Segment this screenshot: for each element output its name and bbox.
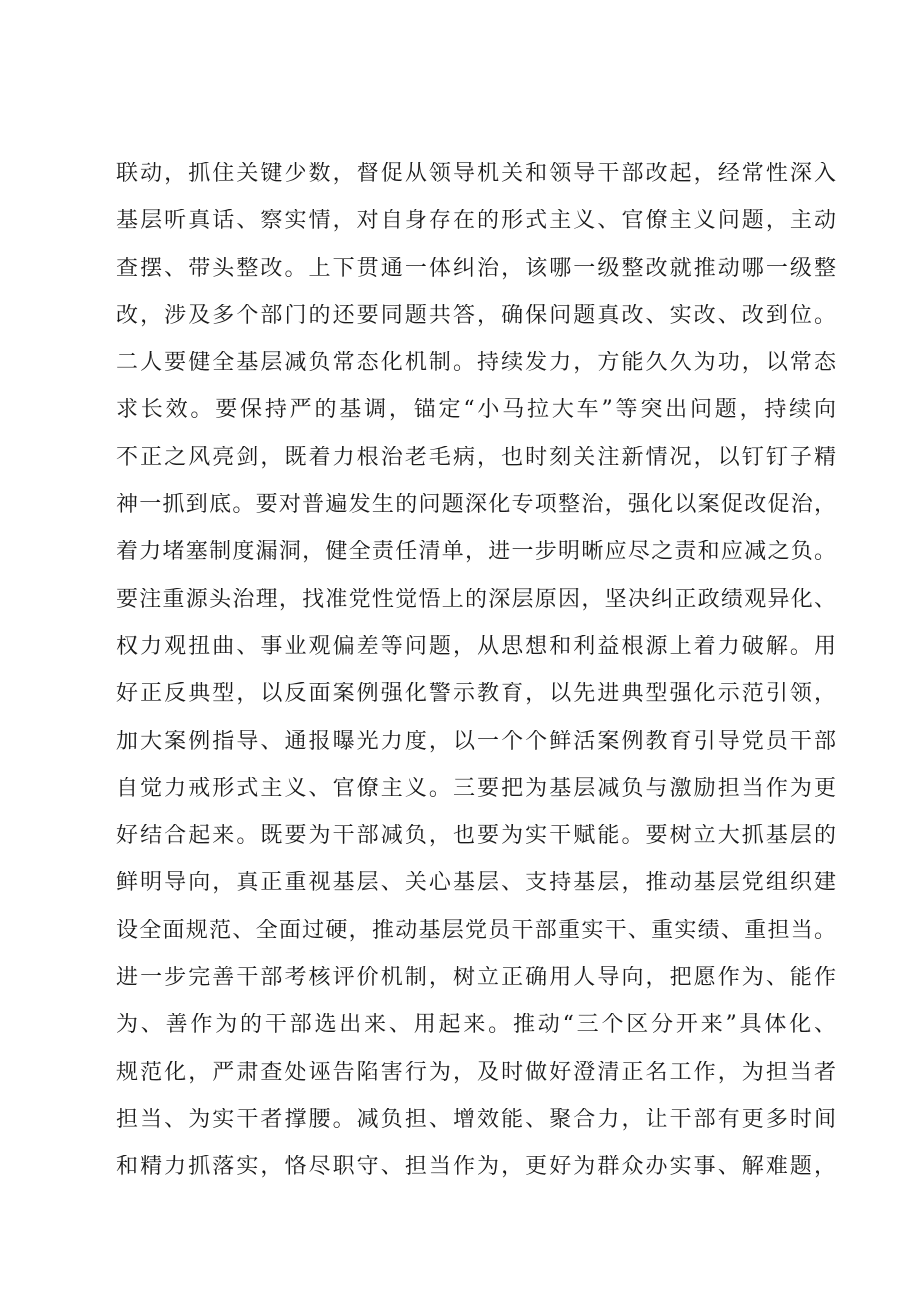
body-text (116, 162, 836, 1203)
text-line: 设全面规范、全面过硬，推动基层党员干部重实干、重实绩、重担当。 (116, 918, 836, 943)
text-line: 基层听真话、察实情，对自身存在的形式主义、官僚主义问题，主动 (116, 209, 836, 234)
text-line: 和精力抓落实，恪尽职守、担当作为，更好为群众办实事、解难题， (116, 1155, 836, 1180)
text-line: 加大案例指导、通报曝光力度，以一个个鲜活案例教育引导党员干部 (116, 729, 836, 754)
text-line: 改，涉及多个部门的还要同题共答，确保问题真改、实改、改到位。 (116, 303, 836, 328)
text-line: 要注重源头治理，找准党性觉悟上的深层原因，坚决纠正政绩观异化、 (116, 587, 836, 612)
text-line: 好正反典型，以反面案例强化警示教育，以先进典型强化示范引领， (116, 682, 836, 707)
text-line: 权力观扭曲、事业观偏差等问题，从思想和利益根源上着力破解。用 (116, 634, 836, 659)
text-line: 神一抓到底。要对普遍发生的问题深化专项整治，强化以案促改促治， (116, 493, 836, 518)
text-line: 着力堵塞制度漏洞，健全责任清单，进一步明晰应尽之责和应减之负。 (116, 540, 836, 565)
text-line: 担当、为实干者撑腰。减负担、增效能、聚合力，让干部有更多时间 (116, 1107, 836, 1132)
text-line: 为、善作为的干部选出来、用起来。推动“三个区分开来”具体化、 (116, 1013, 836, 1038)
text-line: 好结合起来。既要为干部减负，也要为实干赋能。要树立大抓基层的 (116, 824, 836, 849)
text-line: 求长效。要保持严的基调，锚定“小马拉大车”等突出问题，持续向 (116, 398, 836, 423)
text-line: 规范化，严肃查处诬告陷害行为，及时做好澄清正名工作，为担当者 (116, 1060, 836, 1085)
text-line: 二人要健全基层减负常态化机制。持续发力，方能久久为功，以常态 (116, 351, 836, 376)
text-line: 查摆、带头整改。上下贯通一体纠治，该哪一级整改就推动哪一级整 (116, 256, 836, 281)
text-line: 自觉力戒形式主义、官僚主义。三要把为基层减负与激励担当作为更 (116, 776, 836, 801)
text-line: 鲜明导向，真正重视基层、关心基层、支持基层，推动基层党组织建 (116, 871, 836, 896)
text-line: 不正之风亮剑，既着力根治老毛病，也时刻关注新情况，以钉钉子精 (116, 445, 836, 470)
text-line: 进一步完善干部考核评价机制，树立正确用人导向，把愿作为、能作 (116, 966, 836, 991)
text-line: 联动，抓住关键少数，督促从领导机关和领导干部改起，经常性深入 (116, 162, 836, 186)
